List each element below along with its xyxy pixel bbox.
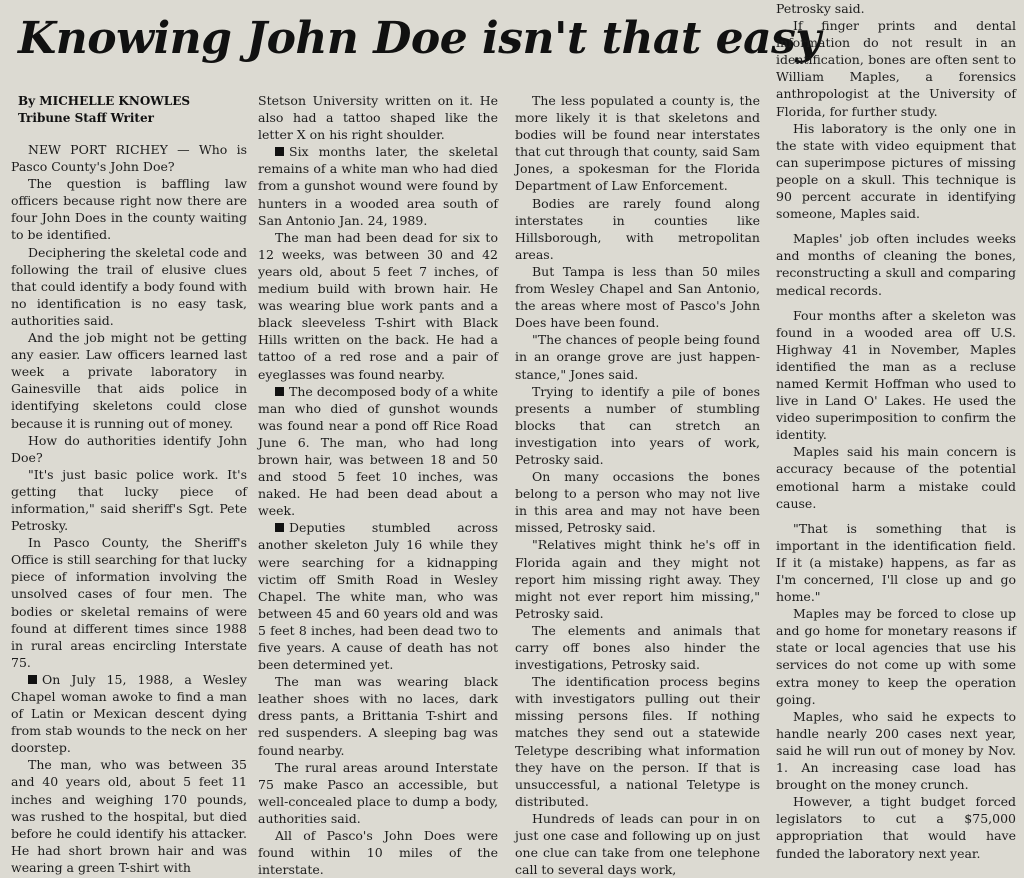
paragraph: "It's just basic police work. It's getting that lucky piece of information," said sheriff's Sgt. Pete Petrosky. [11, 466, 247, 534]
paragraph: How do authorities identify John Doe? [11, 432, 247, 465]
paragraph: If finger prints and dental information do not result in an identification, bones are often sent to William Maples, a forensics anthropologist at the University of Florida, for further study. [776, 18, 1016, 119]
paragraph: Bodies are rarely found along interstates in counties like Hillsborough, with metropolitan areas. [515, 195, 760, 262]
headline: Knowing John Doe isn't that easy [18, 13, 821, 64]
paragraph: NEW PORT RICHEY — Who is Pasco County's John Doe? [11, 142, 247, 175]
byline-author: By MICHELLE KNOWLES [18, 94, 191, 108]
paragraph: "That is something that is important in the identification field. If it (a mistake) happens, as far as I'm concerned, I'll close up and go home." [776, 520, 1016, 605]
paragraph: Trying to identify a pile of bones presents a number of stumbling blocks that can stretch an investigation into years of work, Petrosky said. [515, 383, 760, 467]
paragraph: The less populated a county is, the more likely it is that skeletons and bodies will be found near interstates that cut through that county, said Sam Jones, a spokesman for the Florida Department of Law Enforcement. [515, 93, 760, 194]
article-column-1 [11, 141, 247, 876]
paragraph: All of Pasco's John Does were found within 10 miles of the interstate. [258, 828, 498, 878]
bullet-square-icon [275, 147, 284, 156]
paragraph-text: Deputies stumbled across another skeleton July 16 while they were searching for a kidnapping victim off Smith Road in Wesley Chapel. The white man, who was between 45 and 60 years old and was 5 feet 8 inches, had been dead two to five years. A cause of death has not been determined yet. [258, 520, 498, 673]
paragraph: The rural areas around Interstate 75 make Pasco an accessible, but well-concealed place to dump a body, authorities said. [258, 759, 498, 826]
byline-role: Tribune Staff Writer [18, 111, 154, 125]
paragraph: Hundreds of leads can pour in on just one case and following up on just one clue can take from one telephone call to several days work, [515, 810, 760, 878]
bullet-square-icon [28, 675, 37, 684]
paragraph: "Relatives might think he's off in Florida again and they might not report him missing right away. They might not ever report him missing," Petrosky said. [515, 537, 760, 621]
case-paragraph [258, 143, 498, 228]
paragraph: But Tampa is less than 50 miles from Wesley Chapel and San Antonio, the areas where most of Pasco's John Does have been found. [515, 263, 760, 331]
paragraph: In Pasco County, the Sheriff's Office is still searching for that lucky piece of information involving the unsolved cases of four men. The bodies or skeletal remains of were found at different times since 1988 in rural areas encircling Interstate 75. [11, 535, 247, 670]
paragraph: Four months after a skeleton was found in a wooded area off U.S. Highway 41 in November, Maples identified the man as a recluse named Kermit Hoffman who used to live in Land O' Lakes. He used the video superimposition to confirm the identity. [776, 307, 1016, 443]
paragraph: "The chances of people being found in an orange grove are just happen-stance," Jones said. [515, 332, 760, 382]
article-column-2 [258, 92, 498, 878]
case-paragraph [258, 383, 498, 520]
case-paragraph [258, 519, 498, 673]
paragraph: Maples may be forced to close up and go home for monetary reasons if state or local agencies that use his services do not come up with some extra money to keep the operation going. [776, 606, 1016, 707]
paragraph: However, a tight budget forced legislators to cut a $75,000 appropriation that would have funded the laboratory next year. [776, 794, 1016, 861]
paragraph-continued: Stetson University written on it. He also had a tattoo shaped like the letter X on his right shoulder. [258, 93, 498, 143]
article-column-3 [515, 92, 760, 878]
byline [18, 93, 258, 127]
paragraph: Maples said his main concern is accuracy because of the potential emotional harm a mistake could cause. [776, 444, 1016, 511]
bullet-square-icon [275, 387, 284, 396]
paragraph: His laboratory is the only one in the state with video equipment that can superimpose pictures of missing people on a skull. This technique is 90 percent accurate in identifying someone, Maples said. [776, 120, 1016, 222]
paragraph: The man was wearing black leather shoes with no laces, dark dress pants, a Brittania T-shirt and red suspenders. A sleeping bag was found nearby. [258, 674, 498, 758]
paragraph: Maples' job often includes weeks and months of cleaning the bones, reconstructing a skull and comparing medical records. [776, 231, 1016, 298]
bullet-square-icon [275, 523, 284, 532]
paragraph: On many occasions the bones belong to a person who may not live in this area and may not have been missed, Petrosky said. [515, 469, 760, 536]
paragraph: Maples, who said he expects to handle nearly 200 cases next year, said he will run out of money by Nov. 1. An increasing case load has brought on the money crunch. [776, 708, 1016, 793]
paragraph-text: On July 15, 1988, a Wesley Chapel woman awoke to find a man of Latin or Mexican descent dying from stab wounds to the neck on her doorstep. [11, 671, 247, 756]
paragraph: The man had been dead for six to 12 weeks, was between 30 and 42 years old, about 5 feet 7 inches, of medium build with brown hair. He was wearing blue work pants and a black sleeveless T-shirt with Black Hills written on the back. He had a tattoo of a red rose and a pair of eyeglasses was found nearby. [258, 229, 498, 382]
paragraph: The elements and animals that carry off bones also hinder the investigations, Petrosky said. [515, 622, 760, 673]
paragraph: And the job might not be getting any easier. Law officers learned last week a private laboratory in Gainesville that aids police in identifying skeletons could close because it is running out of money. [11, 330, 247, 431]
paragraph-text: Six months later, the skeletal remains of a white man who had died from a gunshot wound were found by hunters in a wooded area south of San Antonio Jan. 24, 1989. [258, 144, 498, 228]
paragraph-continued: Petrosky said. [776, 1, 865, 16]
article-column-4 [776, 0, 1016, 862]
paragraph: Deciphering the skeletal code and following the trail of elusive clues that could identify a body found with no identification is no easy task, authorities said. [11, 244, 247, 328]
paragraph: The identification process begins with investigators pulling out their missing persons files. If nothing matches they send out a statewide Teletype describing what information they have on the person. If that is unsuccessful, a national Teletype is distributed. [515, 674, 760, 809]
paragraph: The man, who was between 35 and 40 years old, about 5 feet 11 inches and weighing 170 pounds, was rushed to the hospital, but died before he could identify his attacker. He had short brown hair and was wearing a green T-shirt with [11, 757, 247, 875]
paragraph: The question is baffling law officers because right now there are four John Does in the county waiting to be identified. [11, 176, 247, 243]
case-paragraph [11, 671, 247, 756]
paragraph-text: The decomposed body of a white man who died of gunshot wounds was found near a pond off Rice Road June 6. The man, who had long brown hair, was between 18 and 50 and stood 5 feet 10 inches, was naked. He had been dead about a week. [258, 383, 498, 519]
